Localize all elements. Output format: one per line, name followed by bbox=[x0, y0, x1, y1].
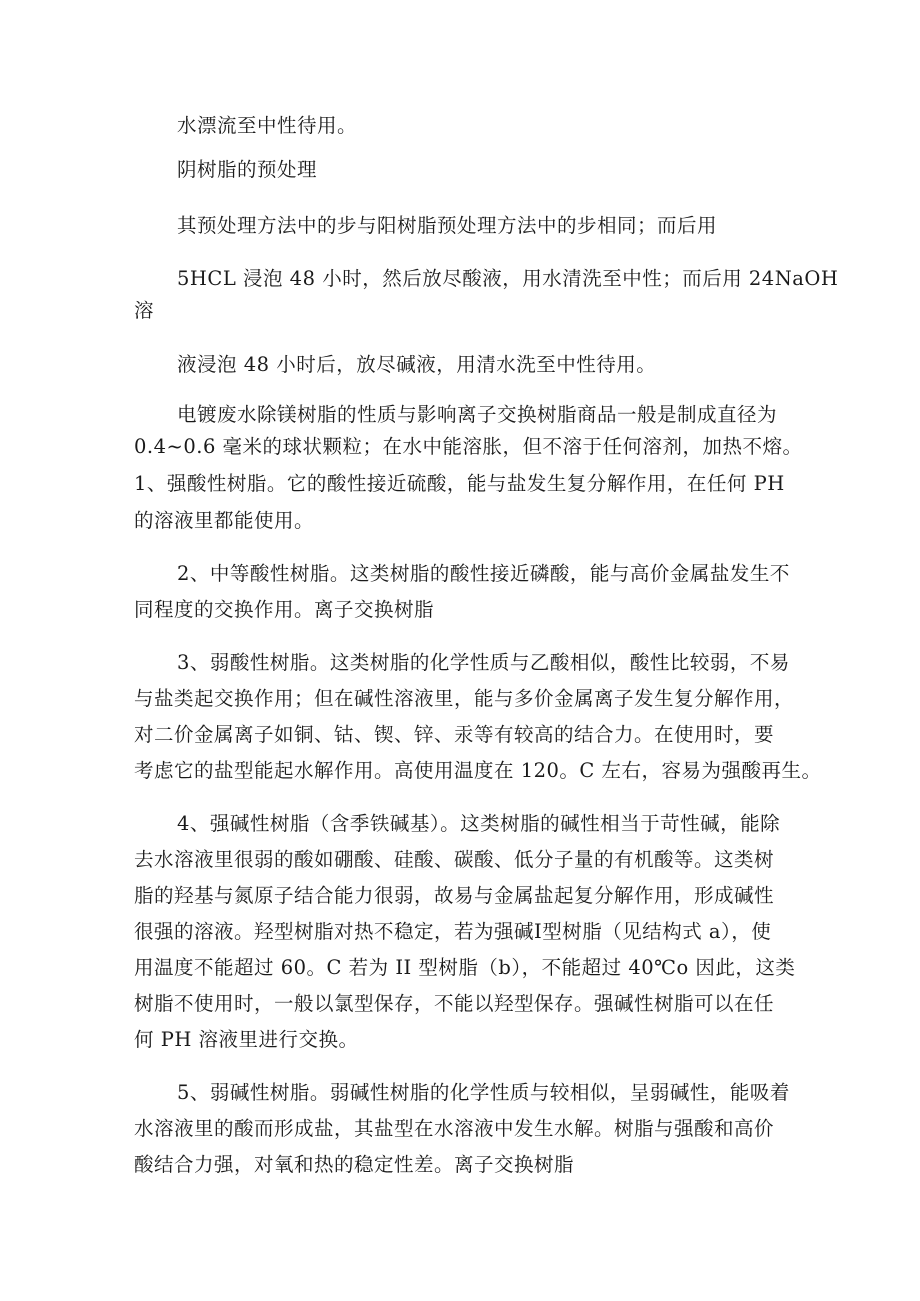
text-line: 5HCL 浸泡 48 小时，然后放尽酸液，用水清洗至中性；而后用 24NaOH bbox=[177, 267, 839, 290]
paragraph-line: 脂的羟基与氮原子结合能力很弱，故易与金属盐起复分解作用，形成碱性 bbox=[134, 884, 775, 907]
paragraph-line: 与盐类起交换作用；但在碱性溶液里，能与多价金属离子发生复分解作用， bbox=[134, 687, 795, 710]
paragraph-line: 电镀废水除镁树脂的性质与影响离子交换树脂商品一般是制成直径为 bbox=[177, 403, 778, 426]
paragraph-line: 考虑它的盐型能起水解作用。高使用温度在 120。C 左右，容易为强酸再生。 bbox=[134, 759, 822, 782]
paragraph-line: 酸结合力强，对氧和热的稳定性差。离子交换树脂 bbox=[134, 1153, 575, 1176]
paragraph-line: 水溶液里的酸而形成盐，其盐型在水溶液中发生水解。树脂与强酸和高价 bbox=[134, 1117, 775, 1140]
paragraph-line: 1、强酸性树脂。它的酸性接近硫酸，能与盐发生复分解作用，在任何 PH bbox=[134, 472, 785, 495]
paragraph-line: 3、弱酸性树脂。这类树脂的化学性质与乙酸相似，酸性比较弱，不易 bbox=[177, 651, 790, 674]
paragraph-line: 2、中等酸性树脂。这类树脂的酸性接近磷酸，能与高价金属盐发生不 bbox=[177, 562, 790, 585]
paragraph-line: 用温度不能超过 60。C 若为 II 型树脂（b），不能超过 40℃o 因此，这类 bbox=[134, 956, 796, 979]
paragraph-line: 4、强碱性树脂（含季铁碱基）。这类树脂的碱性相当于苛性碱，能除 bbox=[177, 812, 781, 835]
paragraph-line: 何 PH 溶液里进行交换。 bbox=[134, 1028, 359, 1051]
paragraph-line: 树脂不使用时，一般以氯型保存，不能以羟型保存。强碱性树脂可以在任 bbox=[134, 992, 775, 1015]
paragraph-line: 去水溶液里很弱的酸如硼酸、硅酸、碳酸、低分子量的有机酸等。这类树 bbox=[134, 848, 775, 871]
paragraph-line: 5、弱碱性树脂。弱碱性树脂的化学性质与较相似，呈弱碱性，能吸着 bbox=[177, 1081, 790, 1104]
paragraph-line: 0.4~0.6 毫米的球状颗粒；在水中能溶胀，但不溶于任何溶剂，加热不熔。 bbox=[134, 435, 803, 458]
text-line: 水漂流至中性待用。 bbox=[177, 114, 358, 137]
section-heading: 阴树脂的预处理 bbox=[177, 158, 318, 181]
text-line: 其预处理方法中的步与阳树脂预处理方法中的步相同；而后用 bbox=[177, 214, 718, 237]
paragraph-line: 同程度的交换作用。离子交换树脂 bbox=[134, 598, 435, 621]
paragraph-line: 的溶液里都能使用。 bbox=[134, 509, 315, 532]
text-line: 液浸泡 48 小时后，放尽碱液，用清水洗至中性待用。 bbox=[177, 353, 657, 376]
paragraph-line: 对二价金属离子如铜、钴、锲、锌、汞等有较高的结合力。在使用时，要 bbox=[134, 723, 775, 746]
paragraph-line: 很强的溶液。羟型树脂对热不稳定，若为强碱Ⅰ型树脂（见结构式 a），使 bbox=[134, 920, 772, 943]
text-line: 溶 bbox=[134, 299, 155, 322]
